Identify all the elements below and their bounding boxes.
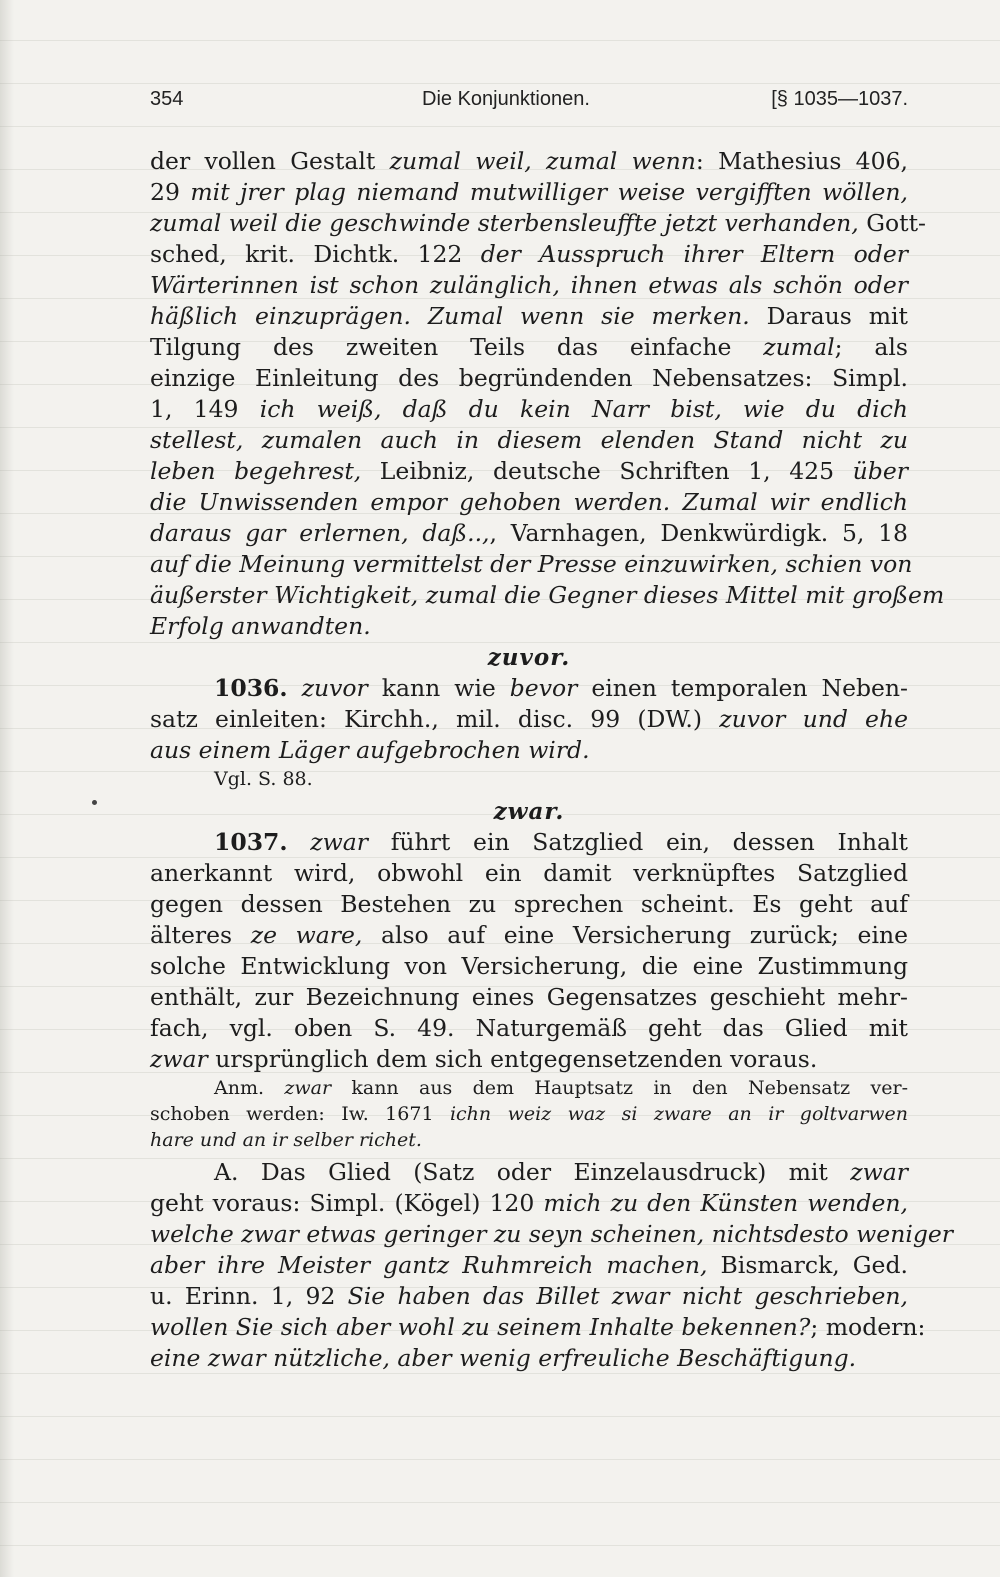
text-run: ; als [834, 333, 908, 361]
text-run: ich weiß, daß du kein Narr bist, wie du dich [259, 395, 908, 423]
paper-rule-line [0, 1502, 1000, 1503]
text-run: zwar [150, 1045, 208, 1073]
text-line [150, 858, 908, 889]
paper-rule-line [0, 1545, 1000, 1546]
text-run: daraus gar erlernen, daß.., [150, 519, 490, 547]
text-run: enthält, zur Bezeichnung eines Gegensatzes geschieht mehr- [150, 983, 908, 1011]
paper-rule-line [0, 1459, 1000, 1460]
section-range: [§ 1035—1037. [771, 88, 908, 110]
text-line [150, 1219, 954, 1250]
text-line [150, 1013, 908, 1044]
text-run: über [852, 457, 908, 485]
body-text [150, 146, 954, 1374]
text-run: Leibniz, deutsche Schriften 1, 425 [361, 457, 853, 485]
text-run: ze ware, [250, 921, 363, 949]
text-run: 29 [150, 178, 191, 206]
text-run: schoben werden: Iw. 1671 [150, 1103, 450, 1125]
text-line [150, 673, 908, 704]
text-run: stellest, zumalen auch in diesem elenden Stand nicht zu [150, 426, 908, 454]
text-line [150, 177, 908, 208]
text-run: bevor [509, 674, 578, 702]
text-run: gegen dessen Bestehen zu sprechen scheint. Es geht auf [150, 890, 908, 918]
text-run: Wärterinnen ist schon zulänglich, ihnen etwas als schön oder [150, 271, 908, 299]
text-line [150, 982, 908, 1013]
text-run: Bismarck, Ged. [707, 1251, 908, 1279]
text-line [150, 951, 908, 982]
text-run: satz einleiten: Kirchh., mil. disc. 99 (DW.) [150, 705, 720, 733]
text-run: zumal weil, zumal wenn [389, 147, 696, 175]
text-run: zuvor und ehe [719, 705, 908, 733]
text-line [150, 518, 908, 549]
text-run: anerkannt wird, obwohl ein damit verknüpftes Satzglied [150, 859, 908, 887]
text-run: zuvor [301, 674, 368, 702]
text-line [150, 301, 908, 332]
text-line [150, 425, 908, 456]
text-line [150, 642, 908, 673]
text-line [150, 1075, 908, 1101]
text-line [150, 1250, 908, 1281]
text-run: A. Das Glied (Satz oder Einzelausdruck) mit [214, 1158, 851, 1186]
text-run: Erfolg anwandten. [150, 612, 371, 640]
text-line [150, 704, 908, 735]
text-line [150, 766, 908, 792]
text-run: u. Erinn. 1, 92 [150, 1282, 348, 1310]
text-line [150, 1157, 908, 1188]
text-run: geht voraus: Simpl. (Kögel) 120 [150, 1189, 544, 1217]
margin-mark [92, 800, 97, 805]
text-run: zwar [284, 1077, 332, 1099]
text-run: Anm. [214, 1077, 285, 1099]
text-run: fach, vgl. oben S. 49. Naturgemäß geht das Glied mit [150, 1014, 908, 1042]
text-run [288, 828, 311, 856]
text-line [150, 580, 945, 611]
text-line [150, 332, 908, 363]
text-run: zwar [850, 1158, 908, 1186]
text-line [150, 796, 908, 827]
text-line [150, 1101, 908, 1127]
text-run: mich zu den Künsten wenden, [543, 1189, 908, 1217]
section-heading: zuvor. [487, 644, 571, 671]
text-run: aber ihre Meister gantz Ruhmreich machen, [150, 1251, 708, 1279]
text-run: Vgl. S. 88. [214, 768, 313, 790]
text-run: Daraus mit [749, 302, 908, 330]
text-line [150, 920, 908, 951]
section-heading: zwar. [493, 798, 565, 825]
text-run: häßlich einzuprägen. Zumal wenn sie merken. [150, 302, 750, 330]
text-run: ; modern: [810, 1313, 926, 1341]
text-run: Gott- [858, 209, 926, 237]
text-run: kann wie [367, 674, 510, 702]
text-line [150, 394, 908, 425]
text-line [150, 456, 908, 487]
text-run: der vollen Gestalt [150, 147, 390, 175]
text-run: einen temporalen Neben- [577, 674, 909, 702]
text-line [150, 1343, 908, 1374]
text-run: also auf eine Versicherung zurück; eine [362, 921, 908, 949]
text-line [150, 827, 908, 858]
paragraph-number: 1036. [214, 674, 288, 702]
text-line [150, 363, 908, 394]
paper-rule-line [0, 126, 1000, 127]
running-title: Die Konjunktionen. [422, 88, 590, 110]
text-line [150, 270, 908, 301]
text-line [150, 1312, 926, 1343]
text-line [150, 1188, 908, 1219]
text-run: kann aus dem Hauptsatz in den Nebensatz ver- [331, 1077, 908, 1099]
text-line [150, 1127, 908, 1153]
text-run: wollen Sie sich aber wohl zu seinem Inhalte bekennen? [150, 1313, 811, 1341]
page-number: 354 [150, 88, 184, 110]
text-run: eine zwar nützliche, aber wenig erfreuliche Beschäftigung. [150, 1344, 857, 1372]
text-run: Tilgung des zweiten Teils das einfache [150, 333, 764, 361]
text-line [150, 1281, 908, 1312]
text-run: führt ein Satzglied ein, dessen Inhalt [368, 828, 908, 856]
paper-rule-line [0, 83, 1000, 84]
text-line [150, 487, 908, 518]
text-run: aus einem Läger aufgebrochen wird. [150, 736, 590, 764]
text-run: hare und an ir selber richet. [150, 1129, 422, 1151]
text-run: älteres [150, 921, 251, 949]
text-run: auf die Meinung vermittelst der Presse einzuwirken, schien von [150, 550, 913, 578]
page-edge-shadow [0, 0, 14, 1577]
text-line [150, 1044, 908, 1075]
text-run: solche Entwicklung von Versicherung, die eine Zustimmung [150, 952, 908, 980]
text-line [150, 611, 908, 642]
text-run: die Unwissenden empor gehoben werden. Zumal wir endlich [150, 488, 908, 516]
paper-rule-line [0, 1416, 1000, 1417]
text-run: leben begehrest, [150, 457, 362, 485]
text-run: ichn weiz waz si zware an ir goltvarwen [449, 1103, 908, 1125]
text-run: Sie haben das Billet zwar nicht geschrieben, [347, 1282, 908, 1310]
text-run: mit jrer plag niemand mutwilliger weise vergifften wöllen, [190, 178, 908, 206]
text-run [288, 674, 302, 702]
paper-rule-line [0, 40, 1000, 41]
text-run: , Varnhagen, Denkwürdigk. 5, 18 [489, 519, 908, 547]
text-run: der Ausspruch ihrer Eltern oder [480, 240, 908, 268]
text-line [150, 549, 913, 580]
text-run: ursprünglich dem sich entgegensetzenden voraus. [207, 1045, 818, 1073]
text-run: welche zwar etwas geringer zu seyn scheinen, nichtsdesto weniger [150, 1220, 954, 1248]
text-run: zumal weil die geschwinde sterbensleuffte jetzt verhanden, [150, 209, 859, 237]
text-line [150, 889, 908, 920]
text-run: sched, krit. Dichtk. 122 [150, 240, 481, 268]
text-run: zwar [310, 828, 369, 856]
text-line [150, 239, 908, 270]
text-line [150, 208, 926, 239]
text-run: : Mathesius 406, [695, 147, 908, 175]
text-run: zumal [763, 333, 835, 361]
text-run: einzige Einleitung des begründenden Nebensatzes: Simpl. [150, 364, 908, 392]
text-run: äußerster Wichtigkeit, zumal die Gegner dieses Mittel mit großem [150, 581, 945, 609]
text-line [150, 146, 908, 177]
text-run: 1, 149 [150, 395, 260, 423]
paragraph-number: 1037. [214, 828, 288, 856]
running-header [150, 88, 908, 118]
text-line [150, 735, 908, 766]
